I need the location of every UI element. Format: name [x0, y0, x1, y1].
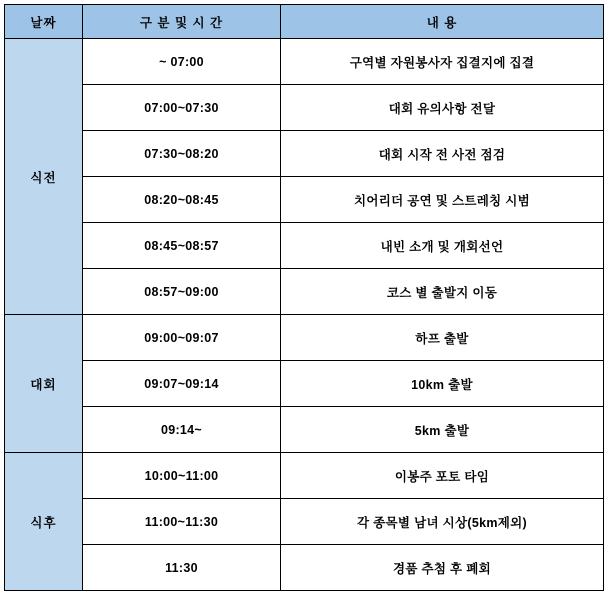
table-row: [5, 545, 604, 591]
table-row: [5, 499, 604, 545]
content-cell: 대회 시작 전 사전 점검: [281, 131, 604, 177]
schedule-table-container: [4, 4, 603, 591]
table-row: [5, 315, 604, 361]
table-row: [5, 223, 604, 269]
group-label-post-event: 식후: [5, 453, 83, 591]
time-cell: 11:00~11:30: [83, 499, 281, 545]
time-cell: 09:07~09:14: [83, 361, 281, 407]
table-row: [5, 177, 604, 223]
content-cell: 대회 유의사항 전달: [281, 85, 604, 131]
content-cell: 치어리더 공연 및 스트레칭 시범: [281, 177, 604, 223]
table-row: [5, 407, 604, 453]
content-cell: 각 종목별 남녀 시상(5km제외): [281, 499, 604, 545]
table-row: [5, 453, 604, 499]
content-cell: 내빈 소개 및 개회선언: [281, 223, 604, 269]
time-cell: 11:30: [83, 545, 281, 591]
column-header-time: 구 분 및 시 간: [83, 5, 281, 39]
time-cell: 07:00~07:30: [83, 85, 281, 131]
content-cell: 5km 출발: [281, 407, 604, 453]
time-cell: 08:57~09:00: [83, 269, 281, 315]
column-header-content: 내 용: [281, 5, 604, 39]
column-header-date: 날짜: [5, 5, 83, 39]
content-cell: 10km 출발: [281, 361, 604, 407]
time-cell: 09:14~: [83, 407, 281, 453]
content-cell: 코스 별 출발지 이동: [281, 269, 604, 315]
content-cell: 이봉주 포토 타임: [281, 453, 604, 499]
table-row: [5, 39, 604, 85]
group-label-pre-event: 식전: [5, 39, 83, 315]
time-cell: 07:30~08:20: [83, 131, 281, 177]
event-schedule-table: [4, 4, 604, 591]
table-row: [5, 269, 604, 315]
time-cell: 09:00~09:07: [83, 315, 281, 361]
table-row: [5, 361, 604, 407]
content-cell: 경품 추첨 후 폐회: [281, 545, 604, 591]
group-label-race: 대회: [5, 315, 83, 453]
time-cell: ~ 07:00: [83, 39, 281, 85]
content-cell: 하프 출발: [281, 315, 604, 361]
time-cell: 08:45~08:57: [83, 223, 281, 269]
table-row: [5, 131, 604, 177]
content-cell: 구역별 자원봉사자 집결지에 집결: [281, 39, 604, 85]
table-body: [5, 39, 604, 591]
header-row: [5, 5, 604, 39]
table-header: [5, 5, 604, 39]
time-cell: 10:00~11:00: [83, 453, 281, 499]
time-cell: 08:20~08:45: [83, 177, 281, 223]
table-row: [5, 85, 604, 131]
